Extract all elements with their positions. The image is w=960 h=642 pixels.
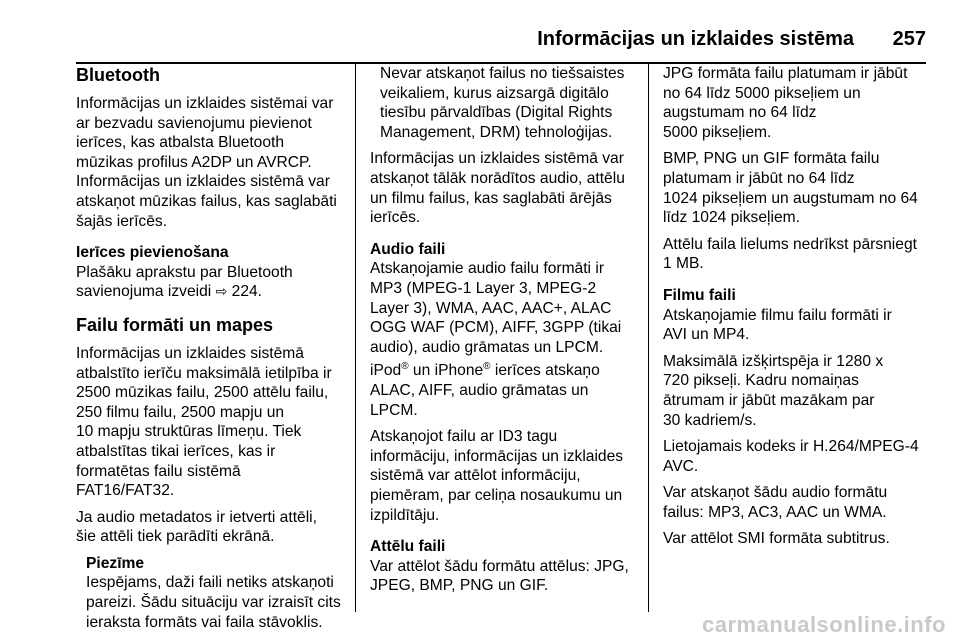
subheading-images: Attēlu faili bbox=[370, 538, 446, 556]
page-number: 257 bbox=[892, 28, 926, 50]
formats-paragraph-2: Ja audio metadatos ir ietverti attēli, šie attēli tiek parādīti ekrānā. bbox=[76, 508, 317, 546]
column-divider bbox=[355, 62, 356, 612]
column-3 bbox=[663, 64, 931, 556]
page-header bbox=[76, 18, 926, 58]
page-reference-arrow-icon: ⇨ bbox=[215, 283, 228, 300]
image-filesize-paragraph: Attēlu faila lielums nedrīkst pārsniegt 1 MB. bbox=[663, 235, 917, 273]
subheading-pairing: Ierīces pievienošana bbox=[76, 244, 229, 262]
page-title: Informācijas un izklaides sistēma bbox=[537, 28, 854, 50]
pairing-text: Plašāku aprakstu par Bluetooth savienojuma izveidi bbox=[76, 263, 293, 301]
bluetooth-paragraph: Informācijas un izklaides sistēmai var ar bezvadu savienojumu pievienot ierīces, kas atbalsta Bluetooth mūzikas profilus A2DP un AVRCP. Informācijas un izklaides sistēmā var atskaņot mūzikas failus, kas saglabāti šajās ierīcēs. bbox=[76, 95, 337, 230]
film-resolution-paragraph: Maksimālā izšķirtspēja ir 1280 x 720 pikseļi. Kadru nomaiņas ātrumam ir jābūt mazākam par 30 kadriem/s. bbox=[663, 352, 884, 429]
column-divider bbox=[648, 62, 649, 612]
ipod-paragraph bbox=[370, 357, 638, 420]
pairing-page-ref[interactable]: 224. bbox=[231, 283, 262, 301]
subheading-audio: Audio faili bbox=[370, 240, 446, 258]
film-subtitles-paragraph: Var attēlot SMI formāta subtitrus. bbox=[663, 530, 890, 548]
note-title: Piezīme bbox=[86, 554, 145, 572]
drm-paragraph: Nevar atskaņot failus no tiešsaistes veikaliem, kurus aizsargā digitālo tiesību pārvaldības (Digital Rights Management, DRM) tehnoloģijas. bbox=[380, 65, 625, 141]
film-codec-paragraph: Lietojamais kodeks ir H.264/MPEG-4 AVC. bbox=[663, 438, 919, 475]
supported-files-paragraph: Informācijas un izklaides sistēmā var atskaņot tālāk norādītos audio, attēlu un filmu failus, kas saglabāti ārējās ierīcēs. bbox=[370, 150, 625, 227]
id3-paragraph: Atskaņojot failu ar ID3 tagu informāciju, informācijas un izklaides sistēmā var attēlot informāciju, piemēram, par celiņa nosaukumu un izpildītāju. bbox=[370, 428, 624, 524]
ipod-formats-text: ierīces atskaņo ALAC, AIFF, audio grāmatas un LPCM. bbox=[370, 362, 600, 419]
subheading-films: Filmu faili bbox=[663, 286, 736, 304]
jpg-size-paragraph: JPG formāta failu platumam ir jābūt no 64 līdz 5000 pikseļiem un augstumam no 64 līdz 5000 pikseļiem. bbox=[663, 65, 908, 141]
note-text: Iespējams, daži faili netiks atskaņoti pareizi. Šādu situāciju var izraisīt cits ieraksta formāts vai faila stāvoklis. bbox=[86, 574, 341, 631]
bmp-size-paragraph: BMP, PNG un GIF formāta failu platumam ir jābūt no 64 līdz 1024 pikseļiem un augstumam no 64 līdz 1024 pikseļiem. bbox=[663, 150, 918, 227]
formats-paragraph-1: Informācijas un izklaides sistēmā atbalstīto ierīču maksimālā ietilpība ir 2500 mūzikas failu, 2500 attēlu failu, 250 filmu failu, 2500 mapju un 10 mapju struktūras līmeņu. Tiek atbalstītas tikai ierīces, kas ir formatētas failu sistēmā FAT16/FAT32. bbox=[76, 344, 332, 500]
watermark: carmanualsonline.info bbox=[702, 612, 946, 637]
section-heading-bluetooth: Bluetooth bbox=[76, 65, 160, 85]
registered-mark: ® bbox=[483, 361, 491, 373]
iphone-text: un iPhone bbox=[408, 362, 484, 380]
column-1 bbox=[76, 64, 344, 639]
registered-mark: ® bbox=[401, 361, 409, 373]
column-2 bbox=[370, 64, 638, 603]
film-formats-paragraph: Atskaņojamie filmu failu formāti ir AVI un MP4. bbox=[663, 306, 892, 344]
image-formats-paragraph: Var attēlot šādu formātu attēlus: JPG, JPEG, BMP, PNG un GIF. bbox=[370, 557, 629, 595]
section-heading-formats: Failu formāti un mapes bbox=[76, 314, 274, 335]
film-audio-paragraph: Var atskaņot šādu audio formātu failus: MP3, AC3, AAC un WMA. bbox=[663, 484, 888, 521]
ipod-text: iPod bbox=[370, 362, 402, 380]
pairing-paragraph bbox=[76, 263, 344, 302]
audio-formats-paragraph: Atskaņojamie audio failu formāti ir MP3 (MPEG-1 Layer 3, MPEG-2 Layer 3), WMA, AAC, AAC+, ALAC OGG WAF (PCM), AIFF, 3GPP (tikai audio), audio grāmatas un LPCM. bbox=[370, 260, 622, 356]
